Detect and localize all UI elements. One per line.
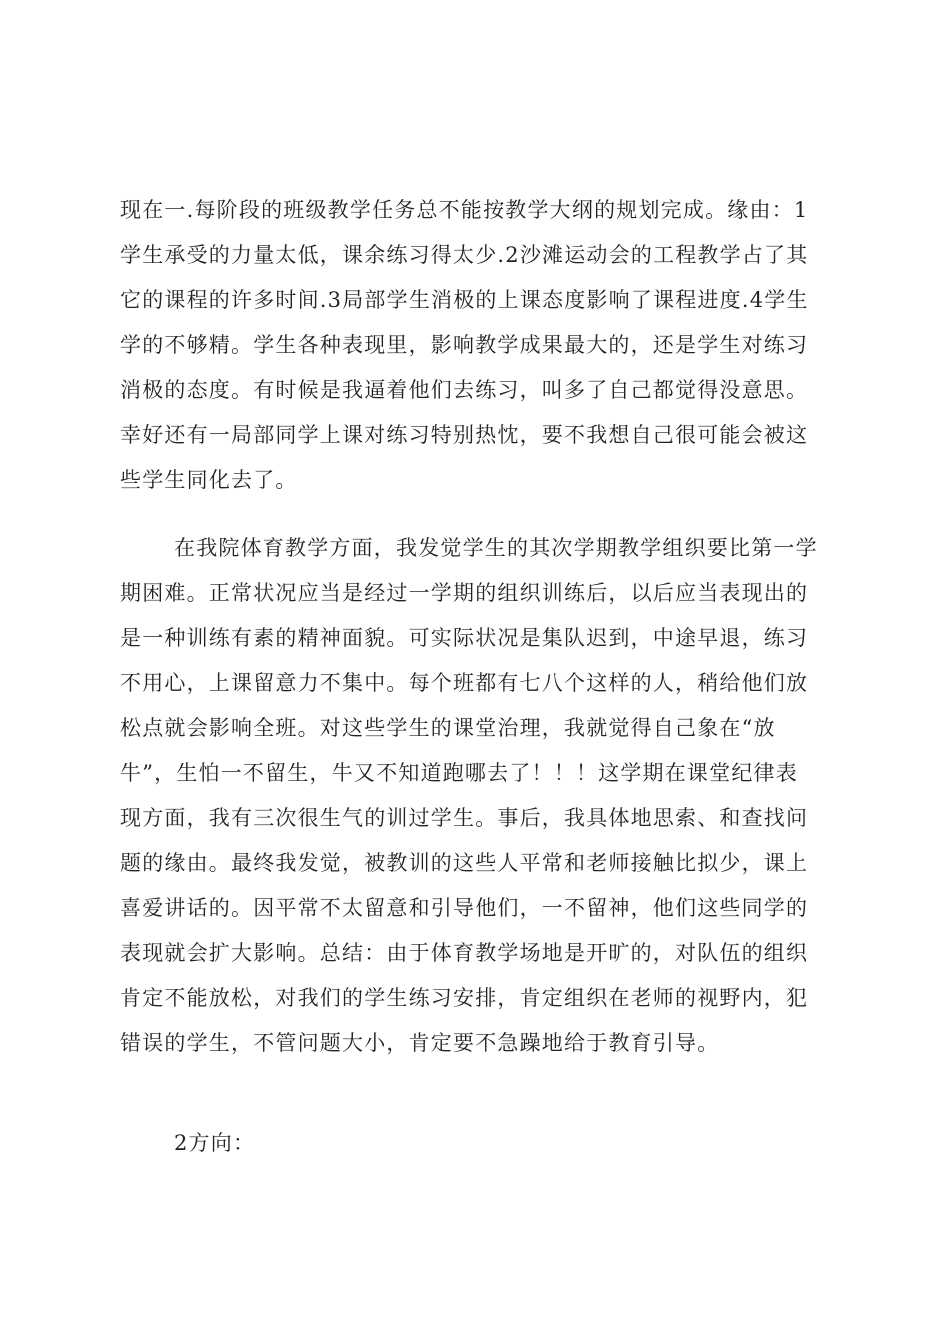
section-heading: 2方向： — [174, 1131, 256, 1155]
paragraph-2-line: 喜爱讲话的。因平常不太留意和引导他们，一不留神，他们这些同学的 — [120, 896, 809, 920]
paragraph-1-line: 些学生同化去了。 — [120, 468, 298, 492]
paragraph-2-line: 肯定不能放松，对我们的学生练习安排，肯定组织在老师的视野内，犯 — [120, 986, 809, 1010]
paragraph-2-line: 题的缘由。最终我发觉，被教训的这些人平常和老师接触比拟少，课上 — [120, 851, 809, 875]
paragraph-1-line: 它的课程的许多时间.3局部学生消极的上课态度影响了课程进度.4学生 — [120, 288, 809, 312]
paragraph-2-line: 松点就会影响全班。对这些学生的课堂治理，我就觉得自己象在“放 — [120, 716, 776, 740]
paragraph-2-line: 表现就会扩大影响。总结：由于体育教学场地是开旷的，对队伍的组织 — [120, 941, 809, 965]
paragraph-2-line: 不用心，上课留意力不集中。每个班都有七八个这样的人，稍给他们放 — [120, 671, 809, 695]
paragraph-2-line: 错误的学生，不管问题大小，肯定要不急躁地给于教育引导。 — [120, 1031, 720, 1055]
paragraph-1-line: 学的不够精。学生各种表现里，影响教学成果最大的，还是学生对练习 — [120, 333, 809, 357]
paragraph-2-line: 期困难。正常状况应当是经过一学期的组织训练后，以后应当表现出的 — [120, 581, 809, 605]
paragraph-1-line: 消极的态度。有时候是我逼着他们去练习，叫多了自己都觉得没意思。 — [120, 378, 809, 402]
paragraph-1-line: 幸好还有一局部同学上课对练习特别热忱，要不我想自己很可能会被这 — [120, 423, 809, 447]
paragraph-2-line: 在我院体育教学方面，我发觉学生的其次学期教学组织要比第一学 — [174, 536, 818, 560]
paragraph-1-line: 现在一.每阶段的班级教学任务总不能按教学大纲的规划完成。缘由：1 — [120, 198, 809, 222]
paragraph-2-line: 现方面，我有三次很生气的训过学生。事后，我具体地思索、和查找问 — [120, 806, 809, 830]
paragraph-1-line: 学生承受的力量太低，课余练习得太少.2沙滩运动会的工程教学占了其 — [120, 243, 809, 267]
paragraph-2-line: 牛”，生怕一不留生，牛又不知道跑哪去了！！！这学期在课堂纪律表 — [120, 761, 798, 785]
paragraph-2-line: 是一种训练有素的精神面貌。可实际状况是集队迟到，中途早退，练习 — [120, 626, 809, 650]
